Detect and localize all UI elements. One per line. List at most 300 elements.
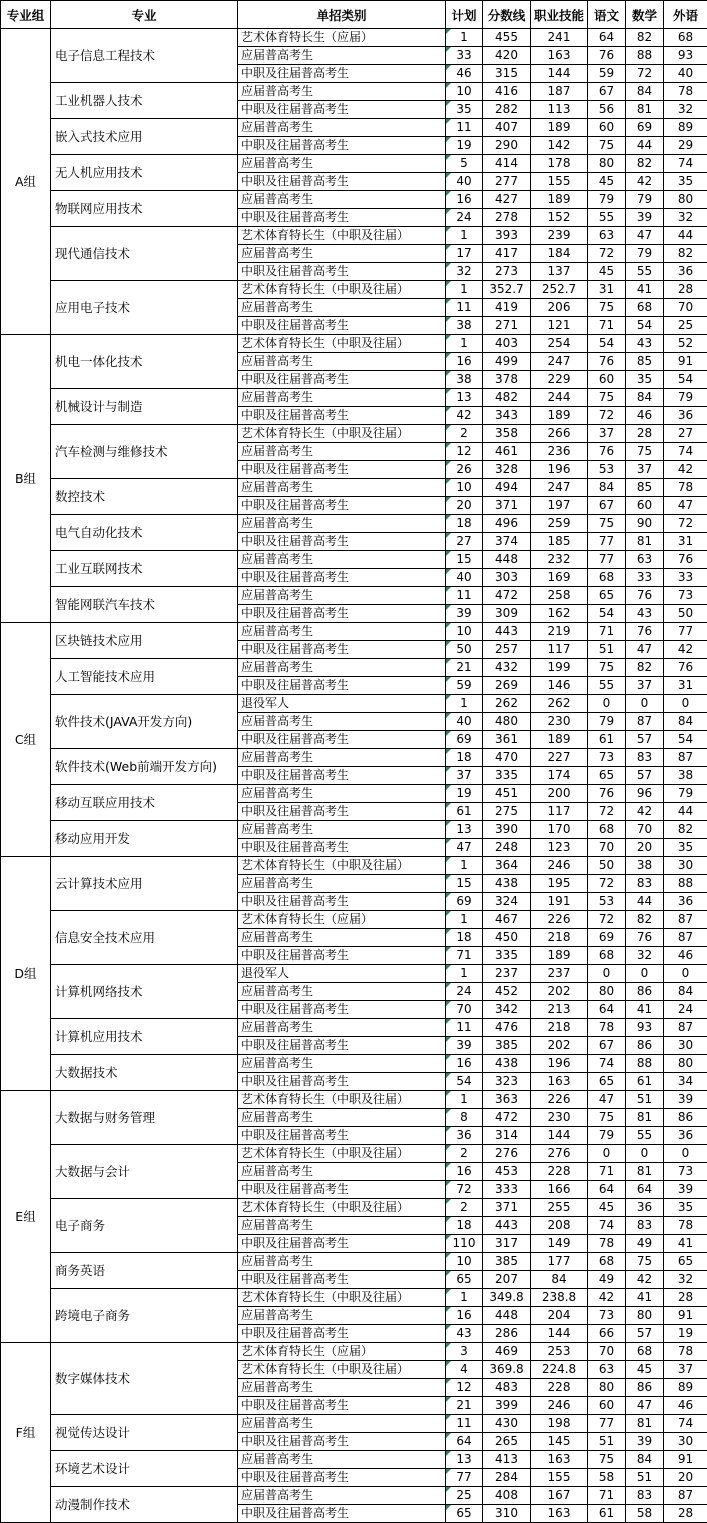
category-cell: 应届普高考生	[238, 623, 446, 641]
plan-cell: 39	[446, 1037, 483, 1055]
vocational-cell: 84	[531, 1271, 588, 1289]
major-cell: 现代通信技术	[51, 227, 238, 281]
plan-cell: 24	[446, 209, 483, 227]
math-cell: 57	[626, 767, 664, 785]
chinese-cell: 63	[588, 1361, 626, 1379]
chinese-cell: 78	[588, 1019, 626, 1037]
vocational-cell: 230	[531, 1109, 588, 1127]
category-cell: 应届普高考生	[238, 821, 446, 839]
score-cell: 385	[483, 1253, 531, 1271]
score-cell: 314	[483, 1127, 531, 1145]
chinese-cell: 75	[588, 299, 626, 317]
chinese-cell: 0	[588, 965, 626, 983]
vocational-cell: 246	[531, 1397, 588, 1415]
english-cell: 70	[664, 299, 707, 317]
math-cell: 64	[626, 1181, 664, 1199]
category-cell: 应届普高考生	[238, 587, 446, 605]
english-cell: 73	[664, 587, 707, 605]
category-cell: 中职及往届普高考生	[238, 101, 446, 119]
english-cell: 37	[664, 1361, 707, 1379]
score-cell: 358	[483, 425, 531, 443]
score-cell: 371	[483, 1199, 531, 1217]
chinese-cell: 59	[588, 65, 626, 83]
chinese-cell: 45	[588, 1199, 626, 1217]
math-cell: 41	[626, 1289, 664, 1307]
vocational-cell: 149	[531, 1235, 588, 1253]
plan-cell: 13	[446, 821, 483, 839]
table-row	[1, 1451, 707, 1469]
score-cell: 443	[483, 1217, 531, 1235]
english-cell: 0	[664, 965, 707, 983]
vocational-cell: 166	[531, 1181, 588, 1199]
chinese-cell: 68	[588, 947, 626, 965]
english-cell: 40	[664, 65, 707, 83]
category-cell: 应届普高考生	[238, 785, 446, 803]
plan-cell: 11	[446, 1019, 483, 1037]
chinese-cell: 53	[588, 893, 626, 911]
score-cell: 443	[483, 623, 531, 641]
vocational-cell: 155	[531, 173, 588, 191]
math-cell: 43	[626, 335, 664, 353]
english-cell: 68	[664, 29, 707, 47]
vocational-cell: 117	[531, 803, 588, 821]
category-cell: 应届普高考生	[238, 1379, 446, 1397]
category-cell: 中职及往届普高考生	[238, 533, 446, 551]
score-cell: 335	[483, 947, 531, 965]
math-cell: 35	[626, 371, 664, 389]
chinese-cell: 75	[588, 1451, 626, 1469]
plan-cell: 19	[446, 137, 483, 155]
score-cell: 448	[483, 551, 531, 569]
category-cell: 中职及往届普高考生	[238, 605, 446, 623]
plan-cell: 36	[446, 1127, 483, 1145]
plan-cell: 37	[446, 767, 483, 785]
chinese-cell: 51	[588, 1433, 626, 1451]
english-cell: 86	[664, 1109, 707, 1127]
vocational-cell: 113	[531, 101, 588, 119]
english-cell: 89	[664, 119, 707, 137]
table-row	[1, 119, 707, 137]
plan-cell: 32	[446, 263, 483, 281]
chinese-cell: 47	[588, 1091, 626, 1109]
vocational-cell: 252.7	[531, 281, 588, 299]
english-cell: 32	[664, 101, 707, 119]
english-cell: 87	[664, 929, 707, 947]
major-cell: 电子商务	[51, 1199, 238, 1253]
plan-cell: 72	[446, 1181, 483, 1199]
chinese-cell: 65	[588, 1073, 626, 1091]
category-cell: 应届普高考生	[238, 119, 446, 137]
english-cell: 87	[664, 1019, 707, 1037]
vocational-cell: 199	[531, 659, 588, 677]
score-cell: 286	[483, 1325, 531, 1343]
english-cell: 65	[664, 1253, 707, 1271]
score-cell: 342	[483, 1001, 531, 1019]
table-row	[1, 749, 707, 767]
math-cell: 83	[626, 1487, 664, 1505]
math-cell: 44	[626, 137, 664, 155]
table-row	[1, 83, 707, 101]
category-cell: 艺术体育特长生（中职及往届）	[238, 1289, 446, 1307]
table-row	[1, 425, 707, 443]
category-cell: 中职及往届普高考生	[238, 731, 446, 749]
math-cell: 61	[626, 1073, 664, 1091]
score-cell: 343	[483, 407, 531, 425]
vocational-cell: 224.8	[531, 1361, 588, 1379]
vocational-cell: 184	[531, 245, 588, 263]
plan-cell: 35	[446, 101, 483, 119]
vocational-cell: 228	[531, 1379, 588, 1397]
math-cell: 82	[626, 155, 664, 173]
plan-cell: 11	[446, 299, 483, 317]
english-cell: 88	[664, 875, 707, 893]
english-cell: 91	[664, 353, 707, 371]
table-row	[1, 479, 707, 497]
category-cell: 艺术体育特长生（中职及往届）	[238, 1199, 446, 1217]
plan-cell: 54	[446, 1073, 483, 1091]
math-cell: 86	[626, 1379, 664, 1397]
chinese-cell: 54	[588, 605, 626, 623]
score-cell: 284	[483, 1469, 531, 1487]
english-cell: 82	[664, 821, 707, 839]
chinese-cell: 80	[588, 983, 626, 1001]
plan-cell: 16	[446, 1307, 483, 1325]
table-row	[1, 515, 707, 533]
chinese-cell: 55	[588, 677, 626, 695]
score-cell: 417	[483, 245, 531, 263]
math-cell: 0	[626, 695, 664, 713]
vocational-cell: 174	[531, 767, 588, 785]
plan-cell: 1	[446, 857, 483, 875]
score-cell: 452	[483, 983, 531, 1001]
math-cell: 60	[626, 497, 664, 515]
category-cell: 艺术体育特长生（中职及往届）	[238, 857, 446, 875]
score-cell: 480	[483, 713, 531, 731]
english-cell: 33	[664, 569, 707, 587]
category-cell: 应届普高考生	[238, 1055, 446, 1073]
math-cell: 81	[626, 1109, 664, 1127]
english-cell: 91	[664, 1307, 707, 1325]
math-cell: 32	[626, 947, 664, 965]
english-cell: 35	[664, 173, 707, 191]
category-cell: 应届普高考生	[238, 875, 446, 893]
category-cell: 应届普高考生	[238, 353, 446, 371]
vocational-cell: 229	[531, 371, 588, 389]
chinese-cell: 72	[588, 407, 626, 425]
vocational-cell: 219	[531, 623, 588, 641]
vocational-cell: 144	[531, 1325, 588, 1343]
chinese-cell: 65	[588, 767, 626, 785]
plan-cell: 17	[446, 245, 483, 263]
vocational-cell: 187	[531, 83, 588, 101]
math-cell: 43	[626, 605, 664, 623]
table-row	[1, 821, 707, 839]
math-cell: 37	[626, 677, 664, 695]
vocational-cell: 206	[531, 299, 588, 317]
math-cell: 90	[626, 515, 664, 533]
category-cell: 应届普高考生	[238, 155, 446, 173]
score-cell: 269	[483, 677, 531, 695]
vocational-cell: 232	[531, 551, 588, 569]
english-cell: 39	[664, 1181, 707, 1199]
chinese-cell: 54	[588, 335, 626, 353]
major-cell: 计算机应用技术	[51, 1019, 238, 1055]
vocational-cell: 189	[531, 191, 588, 209]
score-cell: 438	[483, 1055, 531, 1073]
chinese-cell: 72	[588, 803, 626, 821]
plan-cell: 77	[446, 1469, 483, 1487]
plan-cell: 1	[446, 695, 483, 713]
vocational-cell: 226	[531, 911, 588, 929]
math-cell: 79	[626, 191, 664, 209]
math-cell: 41	[626, 1001, 664, 1019]
vocational-cell: 266	[531, 425, 588, 443]
vocational-cell: 247	[531, 353, 588, 371]
chinese-cell: 55	[588, 209, 626, 227]
score-cell: 414	[483, 155, 531, 173]
plan-cell: 15	[446, 551, 483, 569]
major-cell: 大数据技术	[51, 1055, 238, 1091]
plan-cell: 1	[446, 965, 483, 983]
chinese-cell: 49	[588, 1271, 626, 1289]
vocational-cell: 195	[531, 875, 588, 893]
english-cell: 87	[664, 911, 707, 929]
major-cell: 视觉传达设计	[51, 1415, 238, 1451]
chinese-cell: 75	[588, 137, 626, 155]
vocational-cell: 241	[531, 29, 588, 47]
vocational-cell: 262	[531, 695, 588, 713]
english-cell: 89	[664, 1379, 707, 1397]
english-cell: 87	[664, 1487, 707, 1505]
vocational-cell: 152	[531, 209, 588, 227]
vocational-cell: 259	[531, 515, 588, 533]
category-cell: 中职及往届普高考生	[238, 1469, 446, 1487]
chinese-cell: 75	[588, 515, 626, 533]
chinese-cell: 61	[588, 1505, 626, 1523]
category-cell: 中职及往届普高考生	[238, 1127, 446, 1145]
vocational-cell: 145	[531, 1433, 588, 1451]
plan-cell: 1	[446, 227, 483, 245]
score-cell: 303	[483, 569, 531, 587]
vocational-cell: 246	[531, 857, 588, 875]
plan-cell: 18	[446, 929, 483, 947]
math-cell: 58	[626, 1505, 664, 1523]
plan-cell: 71	[446, 947, 483, 965]
plan-cell: 38	[446, 317, 483, 335]
english-cell: 35	[664, 1199, 707, 1217]
math-cell: 57	[626, 1325, 664, 1343]
vocational-cell: 202	[531, 983, 588, 1001]
plan-cell: 16	[446, 1163, 483, 1181]
plan-cell: 10	[446, 1253, 483, 1271]
chinese-cell: 65	[588, 587, 626, 605]
math-cell: 88	[626, 47, 664, 65]
chinese-cell: 75	[588, 659, 626, 677]
english-cell: 44	[664, 227, 707, 245]
table-row	[1, 191, 707, 209]
plan-cell: 59	[446, 677, 483, 695]
category-cell: 应届普高考生	[238, 389, 446, 407]
plan-cell: 18	[446, 749, 483, 767]
vocational-cell: 218	[531, 929, 588, 947]
english-cell: 35	[664, 839, 707, 857]
table-row	[1, 1145, 707, 1163]
math-cell: 49	[626, 1235, 664, 1253]
group-cell: C组	[1, 623, 51, 857]
vocational-cell: 236	[531, 443, 588, 461]
score-cell: 352.7	[483, 281, 531, 299]
major-cell: 数字媒体技术	[51, 1343, 238, 1415]
category-cell: 应届普高考生	[238, 83, 446, 101]
english-cell: 32	[664, 209, 707, 227]
table-row	[1, 1019, 707, 1037]
plan-cell: 64	[446, 1433, 483, 1451]
category-cell: 退役军人	[238, 965, 446, 983]
plan-cell: 42	[446, 407, 483, 425]
math-cell: 41	[626, 281, 664, 299]
major-cell: 软件技术(Web前端开发方向)	[51, 749, 238, 785]
plan-cell: 19	[446, 785, 483, 803]
major-cell: 应用电子技术	[51, 281, 238, 335]
plan-cell: 33	[446, 47, 483, 65]
score-cell: 419	[483, 299, 531, 317]
table-row	[1, 1415, 707, 1433]
chinese-cell: 75	[588, 1109, 626, 1127]
plan-cell: 46	[446, 65, 483, 83]
major-cell: 动漫制作技术	[51, 1487, 238, 1523]
math-cell: 76	[626, 929, 664, 947]
plan-cell: 40	[446, 569, 483, 587]
plan-cell: 8	[446, 1109, 483, 1127]
score-cell: 432	[483, 659, 531, 677]
score-cell: 399	[483, 1397, 531, 1415]
category-cell: 中职及往届普高考生	[238, 65, 446, 83]
plan-cell: 21	[446, 1397, 483, 1415]
math-cell: 93	[626, 1019, 664, 1037]
english-cell: 42	[664, 641, 707, 659]
category-cell: 艺术体育特长生（中职及往届）	[238, 1361, 446, 1379]
english-cell: 30	[664, 1433, 707, 1451]
chinese-cell: 56	[588, 101, 626, 119]
category-cell: 应届普高考生	[238, 659, 446, 677]
vocational-cell: 155	[531, 1469, 588, 1487]
english-cell: 39	[664, 1091, 707, 1109]
chinese-cell: 73	[588, 1307, 626, 1325]
plan-cell: 24	[446, 983, 483, 1001]
chinese-cell: 53	[588, 461, 626, 479]
vocational-cell: 227	[531, 749, 588, 767]
math-cell: 38	[626, 857, 664, 875]
vocational-cell: 163	[531, 47, 588, 65]
score-cell: 273	[483, 263, 531, 281]
math-cell: 47	[626, 227, 664, 245]
plan-cell: 1	[446, 335, 483, 353]
plan-cell: 11	[446, 119, 483, 137]
table-row	[1, 857, 707, 875]
math-cell: 47	[626, 641, 664, 659]
vocational-cell: 163	[531, 1451, 588, 1469]
category-cell: 艺术体育特长生（中职及往届）	[238, 281, 446, 299]
vocational-cell: 202	[531, 1037, 588, 1055]
chinese-cell: 0	[588, 1145, 626, 1163]
vocational-cell: 200	[531, 785, 588, 803]
plan-cell: 13	[446, 1451, 483, 1469]
vocational-cell: 167	[531, 1487, 588, 1505]
math-cell: 45	[626, 1361, 664, 1379]
category-cell: 中职及往届普高考生	[238, 1505, 446, 1523]
vocational-cell: 189	[531, 947, 588, 965]
table-row	[1, 1487, 707, 1505]
vocational-cell: 189	[531, 407, 588, 425]
english-cell: 0	[664, 695, 707, 713]
english-cell: 47	[664, 497, 707, 515]
math-cell: 84	[626, 389, 664, 407]
category-cell: 中职及往届普高考生	[238, 1037, 446, 1055]
category-cell: 中职及往届普高考生	[238, 677, 446, 695]
major-cell: 跨境电子商务	[51, 1289, 238, 1343]
math-cell: 82	[626, 659, 664, 677]
header-vocational: 职业技能	[531, 1, 588, 29]
english-cell: 38	[664, 767, 707, 785]
chinese-cell: 75	[588, 389, 626, 407]
category-cell: 艺术体育特长生（应届）	[238, 1343, 446, 1361]
math-cell: 84	[626, 1451, 664, 1469]
chinese-cell: 70	[588, 839, 626, 857]
table-row	[1, 155, 707, 173]
chinese-cell: 77	[588, 1415, 626, 1433]
category-cell: 应届普高考生	[238, 515, 446, 533]
category-cell: 艺术体育特长生（中职及往届）	[238, 1145, 446, 1163]
chinese-cell: 64	[588, 1181, 626, 1199]
plan-cell: 65	[446, 1271, 483, 1289]
chinese-cell: 45	[588, 173, 626, 191]
major-cell: 智能网联汽车技术	[51, 587, 238, 623]
math-cell: 33	[626, 569, 664, 587]
table-body	[1, 29, 707, 1523]
english-cell: 36	[664, 893, 707, 911]
english-cell: 36	[664, 263, 707, 281]
math-cell: 55	[626, 263, 664, 281]
math-cell: 83	[626, 1217, 664, 1235]
category-cell: 中职及往届普高考生	[238, 497, 446, 515]
chinese-cell: 72	[588, 911, 626, 929]
score-cell: 470	[483, 749, 531, 767]
chinese-cell: 50	[588, 857, 626, 875]
vocational-cell: 196	[531, 461, 588, 479]
major-cell: 计算机网络技术	[51, 965, 238, 1019]
vocational-cell: 228	[531, 1163, 588, 1181]
vocational-cell: 198	[531, 1415, 588, 1433]
category-cell: 应届普高考生	[238, 1109, 446, 1127]
category-cell: 应届普高考生	[238, 983, 446, 1001]
english-cell: 73	[664, 1163, 707, 1181]
vocational-cell: 204	[531, 1307, 588, 1325]
score-cell: 335	[483, 767, 531, 785]
table-row	[1, 965, 707, 983]
table-row	[1, 1091, 707, 1109]
table-row	[1, 785, 707, 803]
score-cell: 467	[483, 911, 531, 929]
plan-cell: 1	[446, 911, 483, 929]
category-cell: 中职及往届普高考生	[238, 803, 446, 821]
chinese-cell: 77	[588, 551, 626, 569]
plan-cell: 1	[446, 281, 483, 299]
english-cell: 29	[664, 137, 707, 155]
score-cell: 207	[483, 1271, 531, 1289]
math-cell: 86	[626, 1037, 664, 1055]
category-cell: 应届普高考生	[238, 929, 446, 947]
score-cell: 393	[483, 227, 531, 245]
